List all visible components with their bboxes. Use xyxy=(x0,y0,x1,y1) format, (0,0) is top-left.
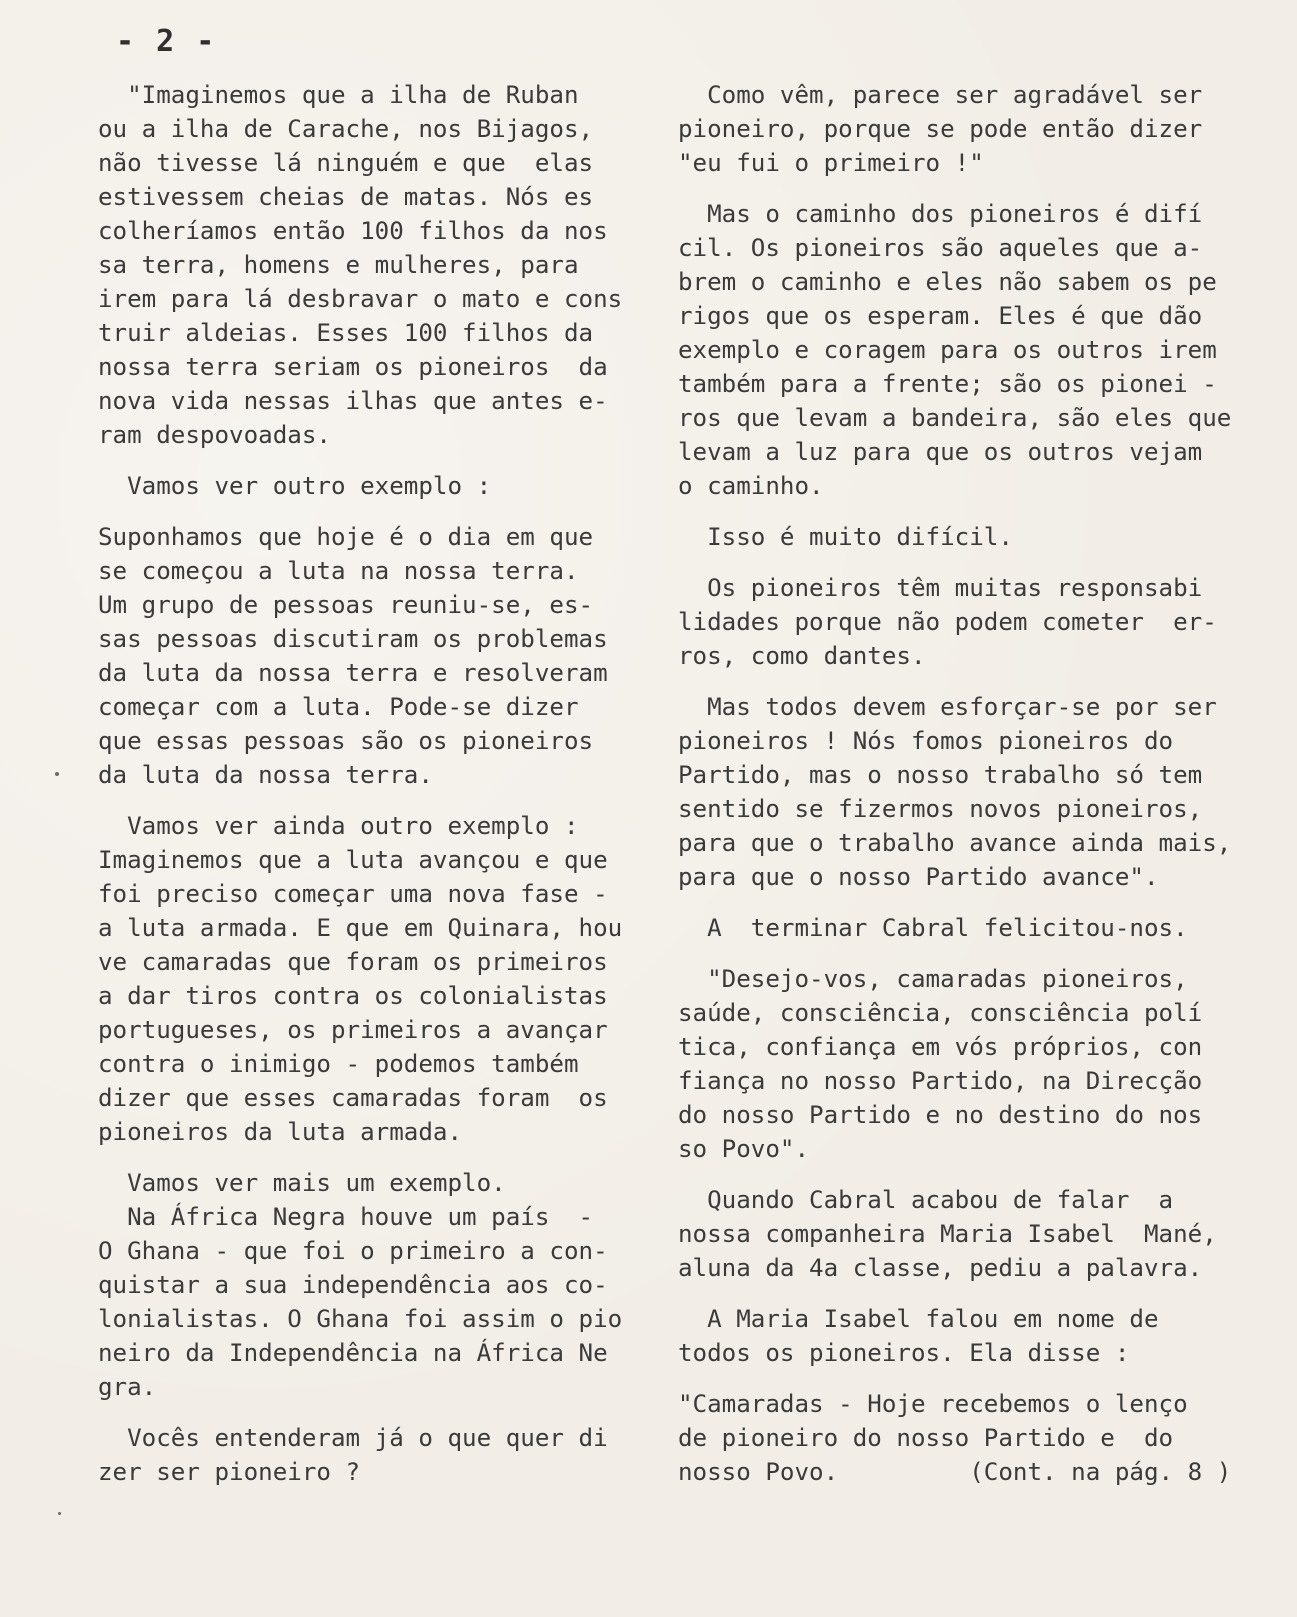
left-column-text-line: estivessem cheias de matas. Nós es xyxy=(98,183,594,211)
right-column-paragraph xyxy=(678,911,1278,945)
right-column-paragraph xyxy=(678,690,1278,894)
left-column-text-line: dizer que esses camaradas foram os xyxy=(98,1084,608,1112)
right-column-text-line: A Maria Isabel falou em nome de xyxy=(678,1305,1159,1333)
left-column-text-line: gra. xyxy=(98,1373,157,1401)
left-column-text-line: começar com a luta. Pode-se dizer xyxy=(98,693,579,721)
ink-speck xyxy=(58,1512,61,1515)
right-column-text-line: A terminar Cabral felicitou-nos. xyxy=(678,914,1188,942)
left-column-text-line: foi preciso começar uma nova fase - xyxy=(98,880,608,908)
right-column-text-line: o caminho. xyxy=(678,472,824,500)
right-column-text-line: Mas todos devem esforçar-se por ser xyxy=(678,693,1217,721)
right-column-text-line: do nosso Partido e no destino do nos xyxy=(678,1101,1203,1129)
left-column-text-line: neiro da Independência na África Ne xyxy=(98,1339,608,1367)
right-column-text-line: todos os pioneiros. Ela disse : xyxy=(678,1339,1130,1367)
right-column-text-line: tica, confiança em vós próprios, con xyxy=(678,1033,1203,1061)
left-column-text-line: Vamos ver ainda outro exemplo : xyxy=(98,812,579,840)
left-column-text-line: nova vida nessas ilhas que antes e- xyxy=(98,387,608,415)
left-column-text-line: a dar tiros contra os colonialistas xyxy=(98,982,608,1010)
right-column-paragraph xyxy=(678,571,1278,673)
ink-speck xyxy=(55,772,59,776)
left-column-text-line: quistar a sua independência aos co- xyxy=(98,1271,608,1299)
right-column-text-line: Quando Cabral acabou de falar a xyxy=(678,1186,1174,1214)
left-column-text-line: Um grupo de pessoas reuniu-se, es- xyxy=(98,591,594,619)
right-column-paragraph xyxy=(678,962,1278,1166)
right-column-paragraph xyxy=(678,78,1278,180)
left-column-text-line: sa terra, homens e mulheres, para xyxy=(98,251,579,279)
left-column-text-line: ram despovoadas. xyxy=(98,421,331,449)
right-column-text-line: de pioneiro do nosso Partido e do xyxy=(678,1424,1174,1452)
right-column-text-line: Mas o caminho dos pioneiros é difí xyxy=(678,200,1203,228)
right-column-text-line: Como vêm, parece ser agradável ser xyxy=(678,81,1203,109)
left-column-paragraph xyxy=(98,78,658,452)
right-column-text-line: fiança no nosso Partido, na Direcção xyxy=(678,1067,1203,1095)
left-column-text-line: pioneiros da luta armada. xyxy=(98,1118,463,1146)
left-column-text-line: da luta da nossa terra. xyxy=(98,761,433,789)
right-column-text-line: sentido se fizermos novos pioneiros, xyxy=(678,795,1203,823)
right-column-text-line: "eu fui o primeiro !" xyxy=(678,149,984,177)
left-column-text-line: da luta da nossa terra e resolveram xyxy=(98,659,608,687)
left-column-text-line: Na África Negra houve um país - xyxy=(98,1203,594,1231)
left-column-paragraph xyxy=(98,1166,658,1404)
left-column-text-line: nossa terra seriam os pioneiros da xyxy=(98,353,608,381)
left-column-text-line: Vamos ver mais um exemplo. xyxy=(98,1169,506,1197)
right-column-text-line: também para a frente; são os pionei - xyxy=(678,370,1217,398)
right-column-text-line: exemplo e coragem para os outros irem xyxy=(678,336,1217,364)
left-column-text-line: truir aldeias. Esses 100 filhos da xyxy=(98,319,594,347)
right-column-paragraph xyxy=(678,520,1278,554)
right-column-text-line: ros que levam a bandeira, são eles que xyxy=(678,404,1232,432)
left-column-text-line: Suponhamos que hoje é o dia em que xyxy=(98,523,594,551)
right-column-text-line: Isso é muito difícil. xyxy=(678,523,1013,551)
left-column-text-line: lonialistas. O Ghana foi assim o pio xyxy=(98,1305,623,1333)
right-column-paragraph xyxy=(678,1387,1278,1489)
left-column-text-line: ve camaradas que foram os primeiros xyxy=(98,948,608,976)
right-column-paragraph xyxy=(678,1302,1278,1370)
right-column-text-line: nosso Povo. (Cont. na pág. 8 ) xyxy=(678,1458,1232,1486)
left-column-paragraph xyxy=(98,469,658,503)
right-column-text-line: para que o nosso Partido avance". xyxy=(678,863,1159,891)
right-column-paragraph xyxy=(678,1183,1278,1285)
right-column-text-line: levam a luz para que os outros vejam xyxy=(678,438,1203,466)
right-column xyxy=(678,78,1278,1489)
page-number: - 2 - xyxy=(116,24,217,59)
left-column-text-line: Vocês entenderam já o que quer di xyxy=(98,1424,608,1452)
left-column-text-line: Imaginemos que a luta avançou e que xyxy=(98,846,608,874)
left-column-text-line: não tivesse lá ninguém e que elas xyxy=(98,149,594,177)
right-column-text-line: rigos que os esperam. Eles é que dão xyxy=(678,302,1203,330)
left-column-text-line: sas pessoas discutiram os problemas xyxy=(98,625,608,653)
left-column xyxy=(98,78,658,1489)
right-column-text-line: pioneiro, porque se pode então dizer xyxy=(678,115,1203,143)
right-column-text-line: "Camaradas - Hoje recebemos o lenço xyxy=(678,1390,1188,1418)
left-column-text-line: colheríamos então 100 filhos da nos xyxy=(98,217,608,245)
left-column-text-line: contra o inimigo - podemos também xyxy=(98,1050,579,1078)
right-column-text-line: saúde, consciência, consciência polí xyxy=(678,999,1203,1027)
right-column-text-line: aluna da 4a classe, pediu a palavra. xyxy=(678,1254,1203,1282)
right-column-text-line: "Desejo-vos, camaradas pioneiros, xyxy=(678,965,1188,993)
right-column-text-line: brem o caminho e eles não sabem os pe xyxy=(678,268,1217,296)
left-column-text-line: "Imaginemos que a ilha de Ruban xyxy=(98,81,579,109)
right-column-text-line: cil. Os pioneiros são aqueles que a- xyxy=(678,234,1203,262)
left-column-text-line: se começou a luta na nossa terra. xyxy=(98,557,579,585)
right-column-text-line: ros, como dantes. xyxy=(678,642,926,670)
right-column-text-line: pioneiros ! Nós fomos pioneiros do xyxy=(678,727,1174,755)
left-column-text-line: que essas pessoas são os pioneiros xyxy=(98,727,594,755)
right-column-text-line: lidades porque não podem cometer er- xyxy=(678,608,1217,636)
right-column-text-line: nossa companheira Maria Isabel Mané, xyxy=(678,1220,1217,1248)
right-column-paragraph xyxy=(678,197,1278,503)
left-column-text-line: Vamos ver outro exemplo : xyxy=(98,472,492,500)
left-column-text-line: a luta armada. E que em Quinara, hou xyxy=(98,914,623,942)
left-column-text-line: zer ser pioneiro ? xyxy=(98,1458,361,1486)
left-column-paragraph xyxy=(98,520,658,792)
right-column-text-line: para que o trabalho avance ainda mais, xyxy=(678,829,1232,857)
left-column-text-line: portugueses, os primeiros a avançar xyxy=(98,1016,608,1044)
left-column-text-line: ou a ilha de Carache, nos Bijagos, xyxy=(98,115,594,143)
left-column-paragraph xyxy=(98,809,658,1149)
right-column-text-line: so Povo". xyxy=(678,1135,810,1163)
right-column-text-line: Os pioneiros têm muitas responsabi xyxy=(678,574,1203,602)
left-column-text-line: O Ghana - que foi o primeiro a con- xyxy=(98,1237,608,1265)
left-column-text-line: irem para lá desbravar o mato e cons xyxy=(98,285,623,313)
left-column-paragraph xyxy=(98,1421,658,1489)
right-column-text-line: Partido, mas o nosso trabalho só tem xyxy=(678,761,1203,789)
